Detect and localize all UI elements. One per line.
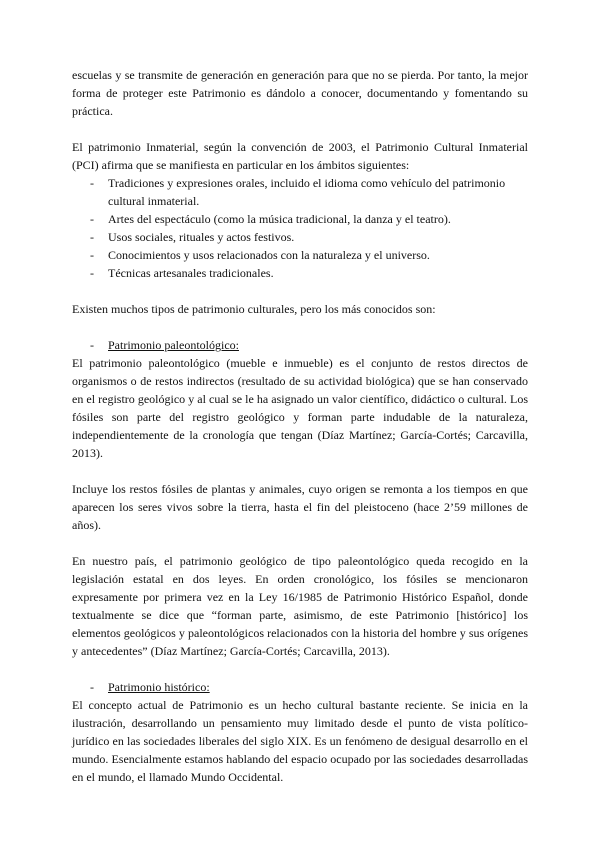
paleontologico-heading bbox=[72, 336, 528, 354]
dash-bullet: - bbox=[90, 230, 94, 244]
list-item-text: Técnicas artesanales tradicionales. bbox=[108, 266, 274, 280]
intro-paragraph: escuelas y se transmite de generación en generación para que no se pierda. Por tanto, la mejor forma de proteger este Patrimonio es dándolo a conocer, documentando y fomentando su práctica. bbox=[72, 68, 528, 118]
historico-heading bbox=[72, 678, 528, 696]
inmaterial-list bbox=[72, 174, 528, 282]
inmaterial-paragraph: El patrimonio Inmaterial, según la convención de 2003, el Patrimonio Cultural Inmaterial (PCI) afirma que se manifiesta en particular en los ámbitos siguientes: bbox=[72, 140, 528, 172]
list-item-text: Artes del espectáculo (como la música tradicional, la danza y el teatro). bbox=[108, 212, 451, 226]
paleontologico-paragraph-2: Incluye los restos fósiles de plantas y animales, cuyo origen se remonta a los tiempos en que aparecen los seres vivos sobre la tierra, hasta el fin del pleistoceno (hace 2’59 millones de años). bbox=[72, 482, 528, 532]
dash-bullet: - bbox=[90, 680, 94, 694]
historico-paragraph: El concepto actual de Patrimonio es un hecho cultural bastante reciente. Se inicia en la ilustración, desarrollando un pensamiento muy limitado desde el punto de vista político-jurídico en las sociedades liberales del siglo XIX. Es un fenómeno de desigual desarrollo en el mundo. Esencialmente estamos hablando del espacio ocupado por las sociedades desarrolladas en el mundo, el llamado Mundo Occidental. bbox=[72, 698, 528, 784]
list-item bbox=[72, 228, 528, 246]
list-item-text: Conocimientos y usos relacionados con la naturaleza y el universo. bbox=[108, 248, 430, 262]
section-title: Patrimonio paleontológico: bbox=[108, 338, 239, 352]
list-item bbox=[72, 174, 528, 210]
dash-bullet: - bbox=[90, 338, 94, 352]
list-item-text: Tradiciones y expresiones orales, incluido el idioma como vehículo del patrimonio cultural inmaterial. bbox=[108, 176, 506, 208]
paleontologico-paragraph-3: En nuestro país, el patrimonio geológico de tipo paleontológico queda recogido en la legislación estatal en dos leyes. En orden cronológico, los fósiles se mencionaron expresamente por primera vez en la Ley 16/1985 de Patrimonio Histórico Español, donde textualmente se dice que “forman parte, asimismo, de este Patrimonio [histórico] los elementos geológicos y paleontológicos relacionados con la historia del hombre y sus orígenes y antecedentes” (Díaz Martínez; García-Cortés; Carcavilla, 2013). bbox=[72, 554, 528, 658]
types-intro-paragraph: Existen muchos tipos de patrimonio culturales, pero los más conocidos son: bbox=[72, 302, 436, 316]
dash-bullet: - bbox=[90, 266, 94, 280]
dash-bullet: - bbox=[90, 248, 94, 262]
list-item bbox=[72, 264, 528, 282]
list-item bbox=[72, 246, 528, 264]
section-title: Patrimonio histórico: bbox=[108, 680, 210, 694]
list-item-text: Usos sociales, rituales y actos festivos. bbox=[108, 230, 295, 244]
list-item bbox=[72, 210, 528, 228]
dash-bullet: - bbox=[90, 212, 94, 226]
dash-bullet: - bbox=[90, 176, 94, 190]
paleontologico-paragraph-1: El patrimonio paleontológico (mueble e inmueble) es el conjunto de restos directos de organismos o de restos indirectos (resultado de su actividad biológica) que se han conservado en el registro geológico y al cual se le ha asignado un valor científico, didáctico o cultural. Los fósiles son parte del registro geológico y forman parte indudable de la naturaleza, independientemente de la cronología que tengan (Díaz Martínez; García-Cortés; Carcavilla, 2013). bbox=[72, 356, 528, 460]
